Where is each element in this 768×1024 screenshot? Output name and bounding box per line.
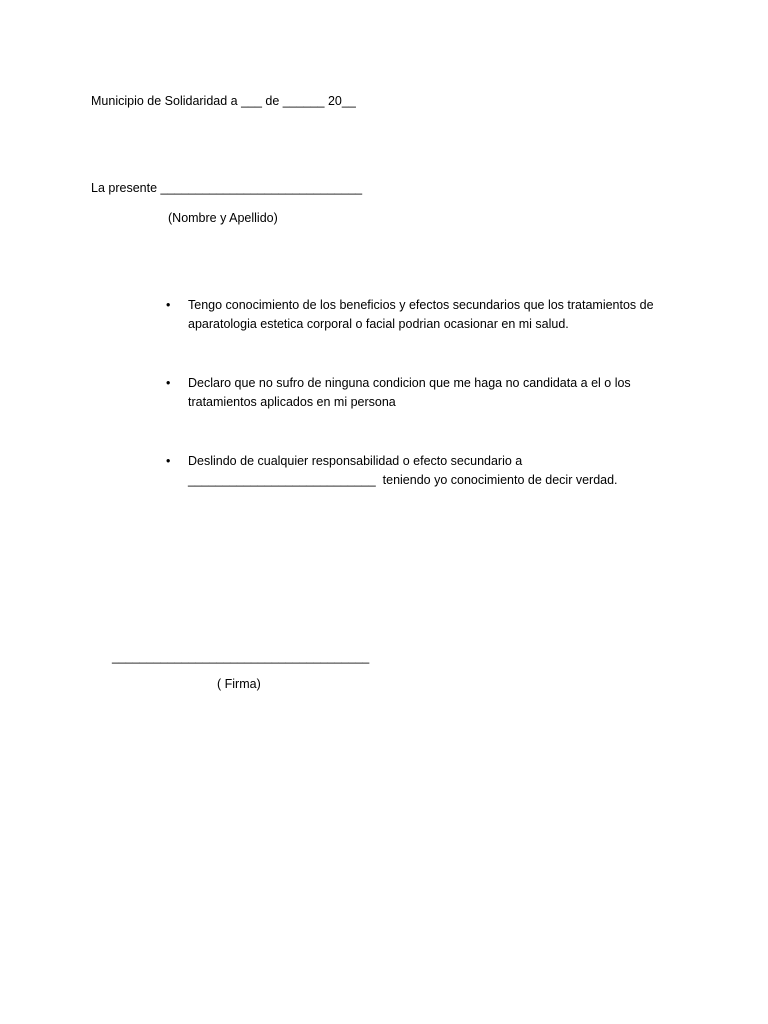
- declaration-text: [188, 452, 668, 490]
- bullet-icon: •: [166, 298, 171, 312]
- signature-line: _____________________________________: [112, 650, 370, 664]
- declaration-text: [188, 374, 668, 412]
- declaration-text: [188, 296, 668, 334]
- bullet-icon: •: [166, 376, 171, 390]
- declaration-line: tratamientos aplicados en mi persona: [188, 395, 396, 409]
- presenter-line: La presente _____________________________: [91, 181, 363, 195]
- name-hint: (Nombre y Apellido): [168, 211, 278, 225]
- declaration-line: Deslindo de cualquier responsabilidad o efecto secundario a: [188, 454, 523, 468]
- declaration-line: Tengo conocimiento de los beneficios y efectos secundarios que los tratamientos de: [188, 298, 654, 312]
- signature-label: ( Firma): [217, 677, 261, 691]
- declaration-line: aparatologia estetica corporal o facial podrian ocasionar en mi salud.: [188, 317, 569, 331]
- declaration-line: Declaro que no sufro de ninguna condicion que me haga no candidata a el o los: [188, 376, 631, 390]
- date-line: Municipio de Solidaridad a ___ de ______ 20__: [91, 94, 356, 108]
- bullet-icon: •: [166, 454, 171, 468]
- declaration-line: ___________________________ teniendo yo conocimiento de decir verdad.: [188, 473, 618, 487]
